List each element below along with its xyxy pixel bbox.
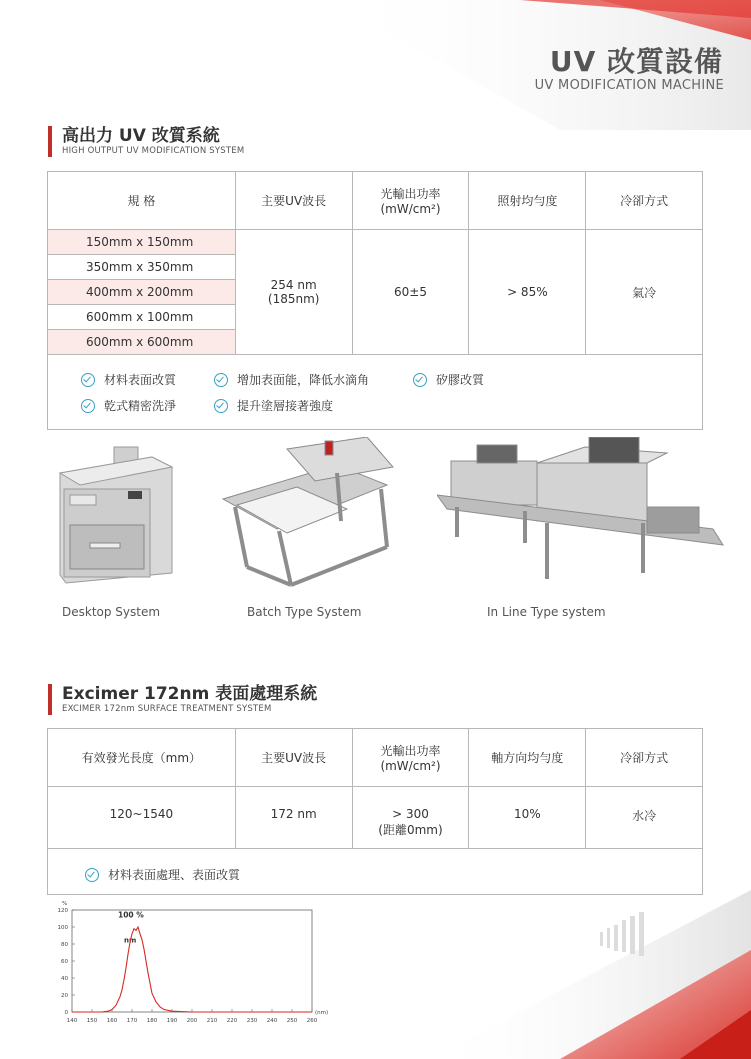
x-tick-label: 190 (166, 1018, 178, 1024)
wavelength-cell: 172 nm (235, 787, 352, 849)
page-subtitle: UV MODIFICATION MACHINE (534, 78, 724, 93)
check-circle-icon (214, 399, 228, 413)
size-cell: 350mm x 350mm (48, 255, 236, 280)
header-uniformity: 照射均勻度 (469, 172, 586, 230)
header-cooling: 冷卻方式 (586, 172, 703, 230)
feature-item: 乾式精密洗淨 (81, 397, 176, 414)
features-cell (48, 355, 703, 430)
check-circle-icon (214, 373, 228, 387)
size-cell: 150mm x 150mm (48, 230, 236, 255)
check-circle-icon (81, 399, 95, 413)
y-axis-unit: % (62, 901, 68, 907)
x-tick-label: 200 (186, 1018, 198, 1024)
page-title: UV 改質設備 (549, 45, 723, 78)
cooling-cell: 氣冷 (586, 230, 703, 355)
x-tick-label: 240 (266, 1018, 278, 1024)
in-line-type-system-photo (437, 437, 727, 583)
header-spec: 規 格 (48, 172, 236, 230)
y-tick-label: 80 (61, 942, 68, 948)
spectrum-line (72, 927, 312, 1012)
x-tick-label: 230 (246, 1018, 258, 1024)
length-cell: 120~1540 (48, 787, 236, 849)
feature-item: 提升塗層接著強度 (214, 397, 333, 414)
x-axis-label: nm (124, 936, 137, 945)
header-length: 有效發光長度（mm） (48, 729, 236, 787)
x-tick-label: 170 (126, 1018, 138, 1024)
header-wavelength: 主要UV波長 (235, 729, 352, 787)
wavelength-cell: 254 nm (185nm) (235, 230, 352, 355)
header-power: 光輸出功率 (mW/cm²) (352, 729, 469, 787)
uv-spec-table (47, 171, 703, 430)
x-tick-label: 250 (286, 1018, 298, 1024)
header-cooling: 冷卻方式 (586, 729, 703, 787)
y-tick-label: 100 (57, 925, 68, 931)
x-tick-label: 140 (66, 1018, 78, 1024)
check-circle-icon (85, 868, 99, 882)
section-title: Excimer 172nm 表面處理系統 (62, 684, 318, 704)
feature-item: 矽膠改質 (413, 371, 484, 388)
x-tick-label: 150 (86, 1018, 98, 1024)
y-tick-label: 60 (61, 959, 68, 965)
feature-item: 材料表面處理、表面改質 (85, 866, 240, 883)
uniformity-cell: > 85% (469, 230, 586, 355)
header-wavelength: 主要UV波長 (235, 172, 352, 230)
section-title: 高出力 UV 改質系統 (62, 126, 220, 146)
caption-batch: Batch Type System (247, 605, 362, 619)
desktop-system-photo (52, 445, 180, 590)
header-uniformity: 軸方向均勻度 (469, 729, 586, 787)
x-axis-unit: (nm) (315, 1010, 329, 1016)
y-tick-label: 40 (61, 976, 68, 982)
x-tick-label: 160 (106, 1018, 118, 1024)
check-circle-icon (413, 373, 427, 387)
caption-desktop: Desktop System (62, 605, 161, 619)
uniformity-cell: 10% (469, 787, 586, 849)
power-cell: > 300 (距離0mm) (352, 787, 469, 849)
batch-type-system-photo (217, 437, 405, 594)
size-cell: 600mm x 100mm (48, 305, 236, 330)
x-tick-label: 220 (226, 1018, 238, 1024)
x-tick-label: 180 (146, 1018, 158, 1024)
spectrum-chart (50, 898, 340, 1032)
header-power: 光輸出功率 (mW/cm²) (352, 172, 469, 230)
caption-inline: In Line Type system (487, 605, 606, 619)
section-header-excimer (48, 684, 317, 715)
cooling-cell: 水冷 (586, 787, 703, 849)
y-tick-label: 0 (64, 1010, 68, 1016)
x-tick-label: 260 (306, 1018, 318, 1024)
y-tick-label: 20 (61, 993, 68, 999)
plot-frame (72, 910, 312, 1012)
section-subtitle: EXCIMER 172nm SURFACE TREATMENT SYSTEM (62, 704, 272, 714)
section-header-uv (48, 126, 244, 157)
size-cell: 600mm x 600mm (48, 330, 236, 355)
feature-item: 增加表面能，降低水滴角 (214, 371, 369, 388)
peak-annotation: 100 % (118, 910, 144, 920)
power-cell: 60±5 (352, 230, 469, 355)
size-cell: 400mm x 200mm (48, 280, 236, 305)
feature-item: 材料表面改質 (81, 371, 176, 388)
section-subtitle: HIGH OUTPUT UV MODIFICATION SYSTEM (62, 146, 245, 156)
x-tick-label: 210 (206, 1018, 218, 1024)
y-tick-label: 120 (57, 908, 68, 914)
check-circle-icon (81, 373, 95, 387)
